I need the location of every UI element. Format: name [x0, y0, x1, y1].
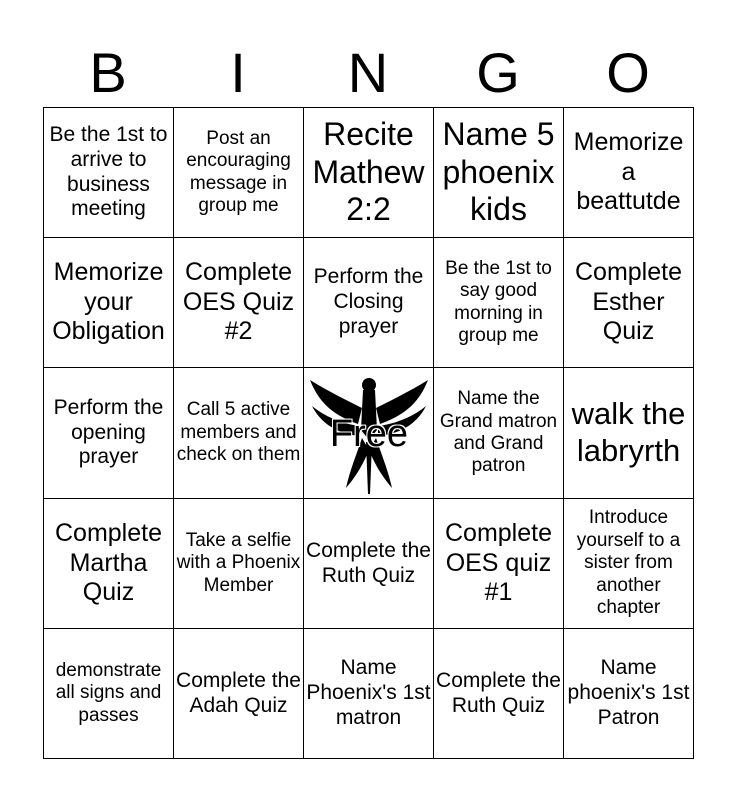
free-label: Free [329, 413, 409, 455]
bingo-cell[interactable] [44, 368, 174, 499]
cell-text: Be the 1st to arrive to business meeting [49, 122, 168, 221]
bingo-cell[interactable] [44, 238, 174, 368]
bingo-cell[interactable] [44, 629, 174, 759]
cell-text: Perform the opening prayer [53, 395, 164, 469]
header-letter-i: I [230, 41, 246, 104]
bingo-cell[interactable] [564, 499, 694, 629]
cell-text: Name phoenix's 1st Patron [567, 656, 690, 729]
free-space-graphic [306, 370, 432, 496]
bingo-cell[interactable] [174, 368, 304, 499]
header-letter-o: O [606, 41, 650, 104]
cell-text: Name 5 phoenix kids [442, 115, 555, 228]
bingo-cell[interactable] [304, 108, 434, 238]
cell-text: Complete the Ruth Quiz [436, 668, 561, 717]
bingo-cell[interactable] [564, 238, 694, 368]
bingo-cell[interactable] [174, 108, 304, 238]
cell-text: Recite Mathew 2:2 [312, 115, 425, 228]
cell-text: Complete OES Quiz #2 [182, 258, 295, 346]
cell-text: Memorize a beattutde [573, 128, 684, 216]
bingo-cell[interactable] [304, 629, 434, 759]
board-row [44, 108, 694, 238]
bingo-cell[interactable] [174, 499, 304, 629]
header-letter-g: G [476, 41, 520, 104]
cell-text: Complete OES quiz #1 [445, 519, 552, 607]
cell-text: Complete Esther Quiz [575, 258, 682, 346]
bingo-board [43, 107, 694, 759]
cell-text: demonstrate all signs and passes [55, 659, 162, 726]
cell-text: Name the Grand matron and Grand patron [439, 388, 558, 477]
board-row [44, 368, 694, 499]
cell-text: Introduce yourself to a sister from another chapter [576, 507, 681, 619]
bingo-cell[interactable] [564, 629, 694, 759]
bingo-cell[interactable] [434, 368, 564, 499]
bingo-header [43, 40, 693, 106]
header-letter-b: B [89, 41, 127, 104]
cell-text: Memorize your Obligation [52, 258, 165, 346]
cell-text: walk the labryrth [571, 396, 686, 468]
cell-text: Perform the Closing prayer [313, 265, 424, 338]
bingo-cell[interactable] [434, 499, 564, 629]
bingo-cell[interactable] [304, 499, 434, 629]
bingo-cell[interactable] [304, 238, 434, 368]
bingo-cell[interactable] [564, 368, 694, 499]
cell-text: Name Phoenix's 1st matron [306, 656, 431, 729]
cell-text: Complete Martha Quiz [55, 519, 162, 607]
cell-text: Take a selfie with a Phoenix Member [176, 529, 301, 596]
bingo-cell[interactable] [44, 108, 174, 238]
cell-text: Complete the Ruth Quiz [306, 538, 431, 587]
header-letter-n: N [347, 41, 389, 104]
bingo-cell[interactable] [44, 499, 174, 629]
bingo-cell[interactable] [174, 238, 304, 368]
board-row [44, 238, 694, 368]
bingo-cell[interactable] [434, 629, 564, 759]
free-space[interactable] [304, 368, 434, 499]
board-row [44, 499, 694, 629]
bingo-cell[interactable] [434, 108, 564, 238]
bingo-cell[interactable] [564, 108, 694, 238]
bingo-cell[interactable] [174, 629, 304, 759]
cell-text: Complete the Adah Quiz [176, 668, 301, 717]
cell-text: Post an encouraging message in group me [186, 127, 291, 216]
bingo-cell[interactable] [434, 238, 564, 368]
cell-text: Call 5 active members and check on them [176, 399, 301, 466]
cell-text: Be the 1st to say good morning in group me [445, 257, 552, 346]
board-row [44, 629, 694, 759]
